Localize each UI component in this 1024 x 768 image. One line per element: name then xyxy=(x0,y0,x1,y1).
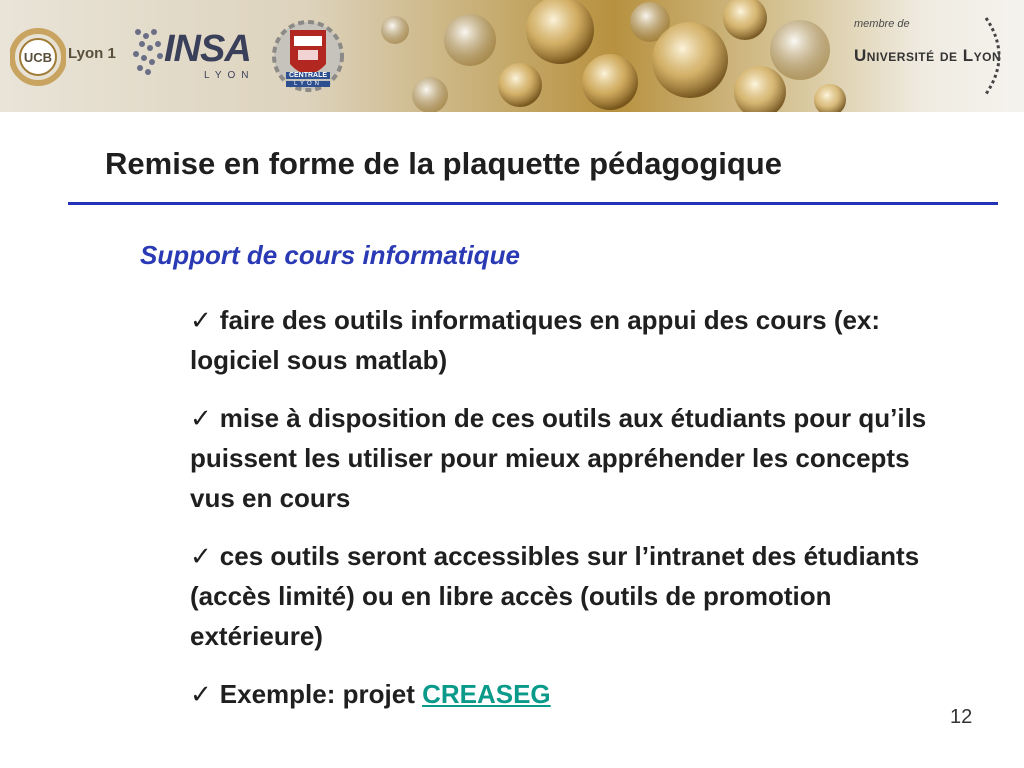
bullet-text: ces outils seront accessibles sur l’intranet des étudiants (accès limité) ou en libre accès (outils de promotion extérieure) xyxy=(190,541,920,651)
creaseg-link[interactable]: CREASEG xyxy=(422,679,551,709)
bullet-item xyxy=(190,300,960,380)
header-banner xyxy=(0,0,1024,112)
udl-arc-icon xyxy=(978,14,1018,98)
checkmark-icon: ✓ xyxy=(190,403,212,433)
lyon1-seal-text: UCB xyxy=(23,50,53,65)
universite-de-lyon-logo xyxy=(840,14,1024,98)
bullet-text: faire des outils informatiques en appui des cours (ex: logiciel sous matlab) xyxy=(190,305,881,375)
bullet-text-prefix: Exemple: projet xyxy=(219,679,423,709)
bullet-text: mise à disposition de ces outils aux étudiants pour qu’ils puissent les utiliser pour mieux appréhender les concepts vus en cours xyxy=(190,403,927,513)
slide-title: Remise en forme de la plaquette pédagogique xyxy=(105,146,782,181)
centrale-label: CENTRALE xyxy=(286,72,330,79)
page-number: 12 xyxy=(950,706,973,728)
membre-de-label: membre de xyxy=(854,18,910,30)
title-underline-divider xyxy=(68,202,998,205)
lyon1-label: Lyon 1 xyxy=(68,45,116,62)
section-subtitle: Support de cours informatique xyxy=(140,240,520,270)
bullet-item xyxy=(190,398,960,518)
checkmark-icon: ✓ xyxy=(190,541,212,571)
universite-de-lyon-label: Université de Lyon xyxy=(854,46,1002,65)
checkmark-icon: ✓ xyxy=(190,305,212,335)
insa-subtitle: LYON xyxy=(204,70,255,81)
lyon1-logo xyxy=(10,22,122,92)
bullet-item xyxy=(190,536,960,656)
lyon1-seal-icon xyxy=(10,22,66,92)
centrale-sublabel: LYON xyxy=(286,81,330,87)
insa-wordmark: INSA xyxy=(164,28,251,70)
insa-logo xyxy=(130,18,260,88)
bullet-list xyxy=(190,300,960,714)
centrale-logo xyxy=(272,14,344,98)
checkmark-icon: ✓ xyxy=(190,679,212,709)
bullet-item xyxy=(190,674,960,714)
